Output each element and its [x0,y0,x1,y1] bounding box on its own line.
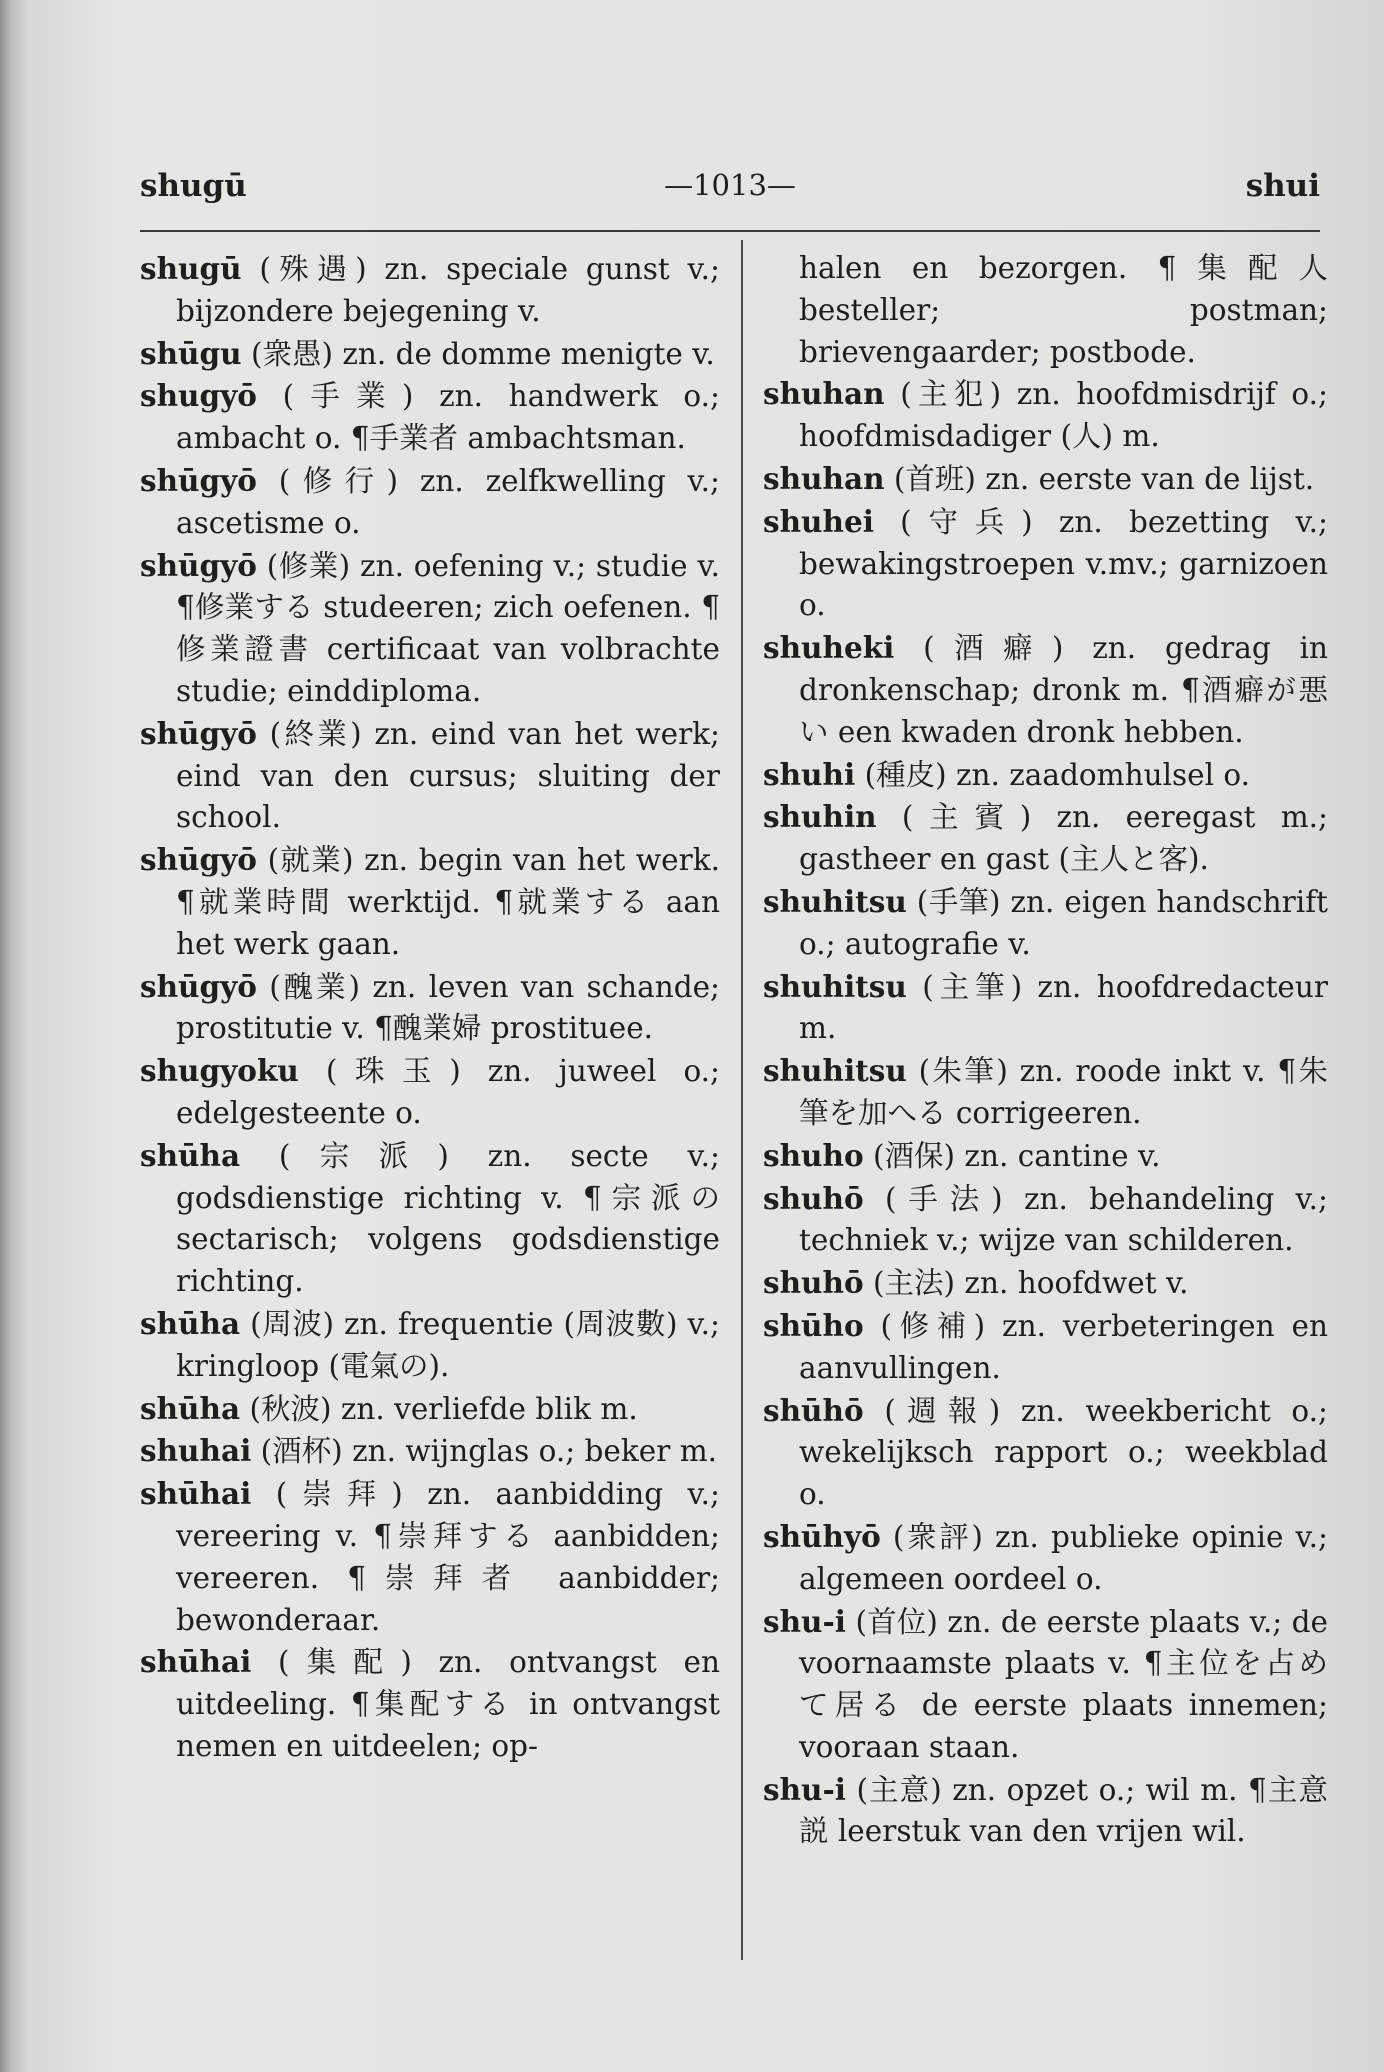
dictionary-entry [140,1135,720,1303]
dictionary-entry [763,373,1328,458]
entry-headword: shugū [140,251,242,286]
dictionary-entry [763,458,1328,501]
dictionary-entry [763,1050,1328,1135]
dictionary-entry [763,1262,1328,1305]
entry-definition: (秋波) zn. verliefde blik m. [249,1391,638,1426]
dictionary-entry [763,1390,1328,1516]
dictionary-entry [140,966,720,1051]
entry-headword: shuhai [140,1433,252,1469]
dictionary-entry [140,333,720,376]
entry-definition: (主法) zn. hoofdwet v. [873,1266,1189,1301]
dictionary-entry [763,1178,1328,1263]
entry-headword: shūhyō [763,1518,881,1554]
entry-headword: shuhitsu [763,1053,907,1089]
entry-headword: shuhitsu [763,883,907,919]
entry-definition: (種皮) zn. zaadomhulsel o. [864,757,1251,792]
entry-headword: shūha [140,1137,241,1173]
entry-headword: shuhō [763,1265,864,1301]
right-guide-word: shui [1245,168,1320,204]
entry-headword: shuhan [763,460,885,496]
dictionary-entry [763,1516,1328,1601]
entry-headword: shūgyō [140,462,257,498]
entry-definition: (集配) zn. ontvangst en uitdeeling. ¶集配する in ontvangst nemen en uitdeelen; op- [176,1645,720,1763]
dictionary-entry [763,627,1328,753]
dictionary-entry [763,1601,1328,1769]
dictionary-entry [763,881,1328,966]
entry-headword: shūha [140,1390,241,1426]
dictionary-entry [140,545,720,713]
entry-definition: (主意) zn. opzet o.; wil m. ¶主意説 leerstuk van den vrijen wil. [799,1772,1328,1849]
dictionary-entry [140,248,720,333]
entry-headword: shuhi [763,756,856,792]
right-column [763,248,1328,1853]
entry-headword: shuhō [763,1180,864,1216]
entry-headword: shugyō [140,378,257,414]
entry-definition: (主賓) zn. eeregast m.; gastheer en gast (主人と客). [799,800,1328,877]
entry-headword: shuhitsu [763,968,907,1004]
dictionary-entry [140,1641,720,1767]
entry-definition: (衆評) zn. publieke opinie v.; algemeen oordeel o. [799,1519,1328,1596]
entry-definition: (主筆) zn. hoofdredacteur m. [799,969,1328,1046]
left-guide-word: shugū [140,168,247,204]
entry-headword: shugyoku [140,1053,299,1089]
entry-definition: (首位) zn. de eerste plaats v.; de voornaamste plaats v. ¶主位を占めて居る de eerste plaats innemen; vooraan staan. [799,1604,1328,1764]
dictionary-entry [140,375,720,460]
dictionary-entry [140,1050,720,1135]
entry-definition: (朱筆) zn. roode inkt v. ¶朱筆を加へる corrigeeren. [799,1054,1328,1130]
entry-definition: (手業) zn. handwerk o.; ambacht o. ¶手業者 ambachtsman. [176,379,720,456]
entry-headword: shūgyō [140,715,257,751]
entry-definition: (主犯) zn. hoofdmisdrijf o.; hoofdmisdadiger (人) m. [799,377,1328,454]
entry-headword: shūgyō [140,968,257,1004]
entry-headword: shūhai [140,1644,252,1680]
dictionary-entry [140,1388,720,1431]
dictionary-entry [140,460,720,545]
entry-headword: shūho [763,1307,864,1343]
entry-headword: shuheki [763,630,895,666]
dictionary-entry [763,501,1328,627]
page-header [140,168,1320,212]
header-rule [140,230,1320,232]
entry-headword: shūha [140,1305,241,1341]
entry-definition: (手筆) zn. eigen handschrift o.; autografie v. [799,884,1328,961]
entry-headword: shu-i [763,1603,846,1639]
entry-headword: shūgyō [140,842,257,878]
dictionary-entry [763,248,1328,373]
dictionary-entry [763,796,1328,881]
entry-definition: (修業) zn. oefening v.; studie v. ¶修業する studeeren; zich oefenen. ¶修業證書 certificaat van volbrachte studie; einddiploma. [176,548,720,708]
column-divider [741,240,743,1960]
dictionary-entry [763,1769,1328,1854]
entry-headword: shuhan [763,376,885,412]
entry-definition: (酒癖) zn. gedrag in dronkenschap; dronk m. ¶酒癖が悪い een kwaden dronk hebben. [799,631,1328,749]
dictionary-entry [763,1135,1328,1178]
dictionary-entry [140,839,720,965]
entry-definition: (酒保) zn. cantine v. [873,1138,1161,1173]
left-column [140,248,720,1768]
entry-headword: shu-i [763,1771,846,1807]
dictionary-entry [140,1303,720,1388]
page-number: —1013— [664,168,796,202]
entry-headword: shūhō [763,1392,864,1428]
entry-definition: halen en bezorgen. ¶集配人 besteller; postman; brievengaarder; postbode. [799,251,1328,369]
entry-definition: (酒杯) zn. wijnglas o.; beker m. [260,1434,718,1469]
entry-definition: (醜業) zn. leven van schande; prostitutie v. ¶醜業婦 prostituee. [176,969,720,1046]
entry-definition: (殊遇) zn. speciale gunst v.; bijzondere bejegening v. [176,252,720,328]
dictionary-entry [140,1473,720,1641]
entry-definition: (周波) zn. frequentie (周波數) v.; kringloop (電氣の). [176,1306,720,1383]
entry-headword: shuho [763,1137,864,1173]
entry-definition: (修補) zn. verbeteringen en aanvullingen. [799,1308,1328,1385]
dictionary-entry [763,754,1328,797]
entry-headword: shūhai [140,1476,252,1512]
entry-definition: (就業) zn. begin van het werk. ¶就業時間 werktijd. ¶就業する aan het werk gaan. [176,843,720,961]
entry-definition: (首班) zn. eerste van de lijst. [893,461,1315,496]
entry-definition: (修行) zn. zelfkwelling v.; ascetisme o. [176,463,720,540]
entry-definition: (崇拜) zn. aanbidding v.; vereering v. ¶崇拜する aanbidden; vereeren. ¶崇拜者 aanbidder; bewonderaar. [176,1477,720,1637]
entry-headword: shūgyō [140,547,257,583]
entry-headword: shūgu [140,335,242,371]
dictionary-entry [140,713,720,839]
entry-definition: (守兵) zn. bezetting v.; bewakingstroepen v.mv.; garnizoen o. [799,504,1328,623]
dictionary-entry [763,966,1328,1051]
entry-definition: (宗派) zn. secte v.; godsdienstige richting v. ¶宗派の sectarisch; volgens godsdienstige richting. [176,1138,720,1299]
entry-definition: (手法) zn. behandeling v.; techniek v.; wijze van schilderen. [799,1181,1328,1258]
entry-definition: (珠玉) zn. juweel o.; edelgesteente o. [176,1054,720,1130]
entry-definition: (終業) zn. eind van het werk; eind van den cursus; sluiting der school. [176,716,720,835]
entry-definition: (週報) zn. weekbericht o.; wekelijksch rapport o.; weekblad o. [799,1393,1328,1512]
entry-definition: (衆愚) zn. de domme menigte v. [250,336,715,371]
entry-headword: shuhei [763,503,874,539]
dictionary-entry [763,1305,1328,1390]
entry-headword: shuhin [763,799,877,835]
dictionary-entry [140,1430,720,1473]
